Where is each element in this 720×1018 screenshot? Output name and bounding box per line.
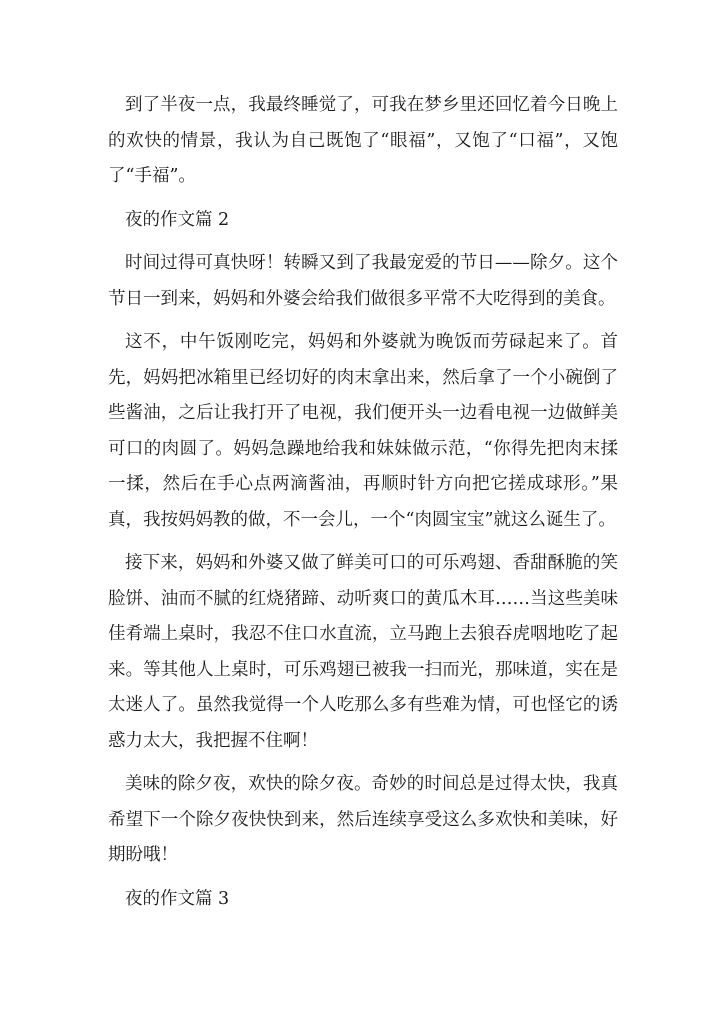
paragraph-1: 到了半夜一点，我最终睡觉了，可我在梦乡里还回忆着今日晚上的欢快的情景，我认为自己既饱了“眼福”，又饱了“口福”，又饱了“手福”。 xyxy=(108,95,618,186)
paragraph-3: 这不，中午饭刚吃完，妈妈和外婆就为晚饭而劳碌起来了。首先，妈妈把冰箱里已经切好的肉末拿出来，然后拿了一个小碗倒了些酱油，之后让我打开了电视，我们便开头一边看电视一边做鲜美可口的肉圆了。妈妈急躁地给我和妹妹做示范，“你得先把肉末揉一揉，然后在手心点两滴酱油，再顺时针方向把它搓成球形。”果真，我按妈妈教的做，不一会儿，一个“肉圆宝宝”就这么诞生了。 xyxy=(108,332,618,530)
document-body xyxy=(108,88,618,925)
section-heading-2: 夜的作文篇 2 xyxy=(125,209,230,230)
paragraph-2: 时间过得可真快呀！转瞬又到了我最宠爱的节日——除夕。这个节日一到来，妈妈和外婆会给我们做很多平常不大吃得到的美食。 xyxy=(108,253,618,309)
paragraph-4: 接下来，妈妈和外婆又做了鲜美可口的可乐鸡翅、香甜酥脆的笑脸饼、油而不腻的红烧猪蹄、动听爽口的黄瓜木耳……当这些美味佳肴端上桌时，我忍不住口水直流，立马跑上去狼吞虎咽地吃了起来。等其他人上桌时，可乐鸡翅已被我一扫而光，那味道，实在是太迷人了。虽然我觉得一个人吃那么多有些难为情，可也怪它的诱惑力太大，我把握不住啊！ xyxy=(108,553,618,751)
paragraph-5: 美味的除夕夜，欢快的除夕夜。奇妙的时间总是过得太快，我真希望下一个除夕夜快快到来，然后连续享受这么多欢快和美味，好期盼哦！ xyxy=(108,774,618,865)
section-heading-3: 夜的作文篇 3 xyxy=(125,888,230,909)
